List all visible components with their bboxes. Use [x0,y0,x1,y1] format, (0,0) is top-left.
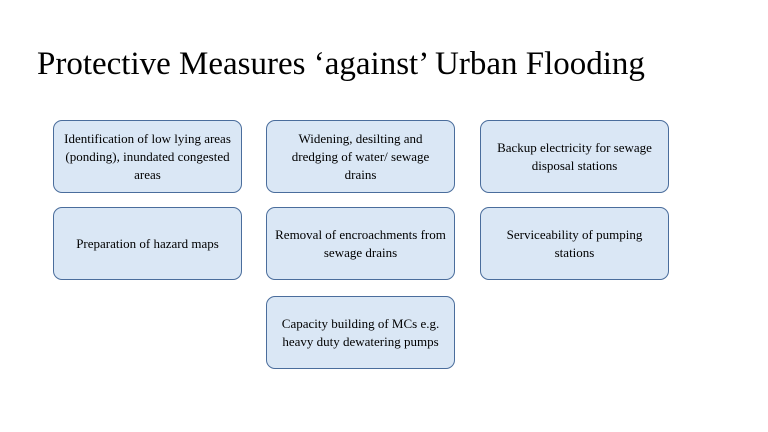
measure-label: Widening, desilting and dredging of water/ sewage drains [291,130,430,182]
measure-box-widening-desilting-drains [266,120,455,193]
measure-label: Serviceability of pumping stations [506,226,643,260]
measure-box-pumping-stations [480,207,669,280]
measure-label: Capacity building of MCs e.g. heavy duty dewatering pumps [281,315,440,349]
measure-box-removal-encroachments [266,207,455,280]
measure-label: Backup electricity for sewage disposal stations [497,139,652,173]
measure-box-capacity-building [266,296,455,369]
measure-box-identification-low-lying-areas [53,120,242,193]
measure-label: Identification of low lying areas (ponding), inundated congested areas [64,130,231,182]
measure-box-hazard-maps [53,207,242,280]
measure-box-backup-electricity [480,120,669,193]
slide-title: Protective Measures ‘against’ Urban Flooding [37,46,645,82]
measure-label: Removal of encroachments from sewage drains [275,226,446,260]
measure-label: Preparation of hazard maps [76,235,219,251]
